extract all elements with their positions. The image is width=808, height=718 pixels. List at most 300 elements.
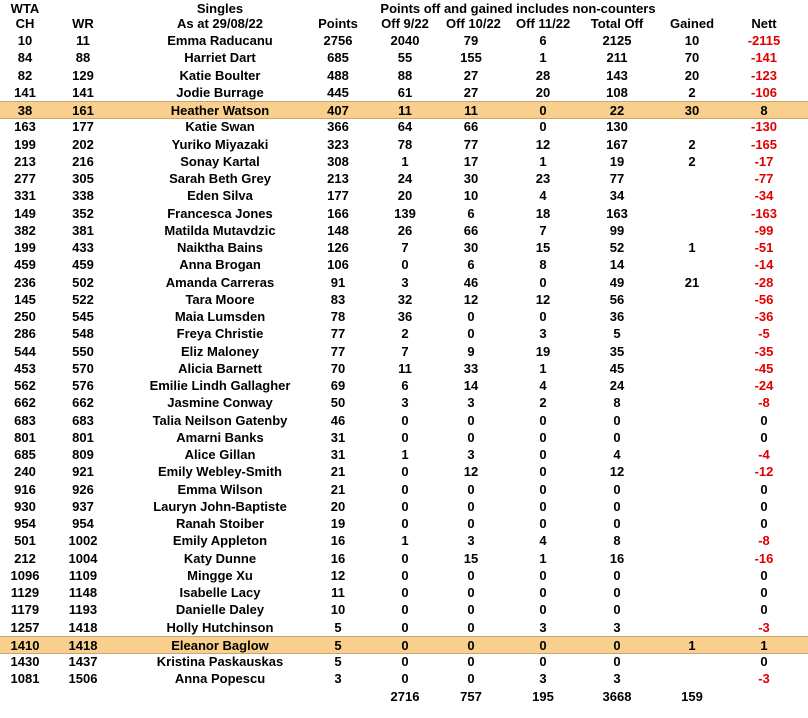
table-row bbox=[0, 670, 808, 687]
player-off-9: 0 bbox=[401, 413, 409, 428]
player-off-9: 1 bbox=[401, 447, 409, 462]
table-row bbox=[0, 308, 808, 325]
table-row bbox=[0, 118, 808, 135]
player-ch: 212 bbox=[14, 551, 36, 566]
player-points: 12 bbox=[330, 568, 346, 583]
player-wr: 1004 bbox=[68, 551, 98, 566]
player-off-11: 0 bbox=[539, 309, 547, 324]
player-gained bbox=[664, 325, 720, 342]
player-gained bbox=[664, 291, 720, 308]
player-wr: 809 bbox=[72, 447, 94, 462]
player-points: 308 bbox=[327, 154, 349, 169]
player-points: 21 bbox=[330, 464, 346, 479]
table-row bbox=[0, 360, 808, 377]
table-row bbox=[0, 653, 808, 670]
player-off-9: 24 bbox=[397, 171, 413, 186]
player-points: 126 bbox=[327, 240, 349, 255]
player-total-off: 8 bbox=[613, 533, 621, 548]
player-gained: 1 bbox=[688, 638, 696, 653]
player-ch: 453 bbox=[14, 361, 36, 376]
player-gained bbox=[664, 601, 720, 618]
player-name: Tara Moore bbox=[185, 292, 255, 307]
player-total-off: 3 bbox=[613, 620, 621, 635]
player-off-11: 20 bbox=[535, 85, 551, 100]
player-ch: 236 bbox=[14, 275, 36, 290]
header-gained: Gained bbox=[669, 16, 715, 31]
player-gained bbox=[664, 308, 720, 325]
player-points: 77 bbox=[330, 326, 346, 341]
player-off-10: 3 bbox=[467, 395, 475, 410]
totals-row bbox=[0, 688, 808, 705]
total-off-11: 195 bbox=[532, 689, 554, 704]
player-nett: -141 bbox=[750, 50, 778, 65]
player-points: 20 bbox=[330, 499, 346, 514]
player-ch: 683 bbox=[14, 413, 36, 428]
player-wr: 921 bbox=[72, 464, 94, 479]
player-off-9: 11 bbox=[398, 361, 412, 376]
player-total-off: 56 bbox=[609, 292, 625, 307]
player-gained bbox=[664, 498, 720, 515]
player-total-off: 108 bbox=[606, 85, 628, 100]
player-name: Kristina Paskauskas bbox=[156, 654, 284, 669]
player-nett: -12 bbox=[754, 464, 774, 479]
player-off-9: 0 bbox=[401, 499, 409, 514]
player-gained bbox=[664, 653, 720, 670]
player-off-9: 0 bbox=[401, 551, 409, 566]
table-row bbox=[0, 515, 808, 532]
player-off-9: 0 bbox=[401, 430, 409, 445]
header-off-10: Off 10/22 bbox=[446, 16, 501, 31]
player-gained bbox=[664, 412, 720, 429]
table-row bbox=[0, 636, 808, 654]
player-gained bbox=[664, 205, 720, 222]
player-nett: 8 bbox=[760, 103, 768, 118]
player-wr: 522 bbox=[72, 292, 94, 307]
player-off-10: 12 bbox=[463, 292, 479, 307]
player-nett: -77 bbox=[754, 171, 774, 186]
player-name: Jasmine Conway bbox=[167, 395, 273, 410]
player-total-off: 45 bbox=[609, 361, 625, 376]
player-off-9: 0 bbox=[401, 482, 409, 497]
player-ch: 1081 bbox=[10, 671, 40, 686]
player-nett: -24 bbox=[754, 378, 774, 393]
player-gained: 10 bbox=[684, 33, 700, 48]
table-row bbox=[0, 187, 808, 204]
player-off-10: 66 bbox=[463, 223, 479, 238]
player-total-off: 24 bbox=[609, 378, 625, 393]
player-off-11: 3 bbox=[539, 326, 547, 341]
player-off-11: 0 bbox=[539, 447, 547, 462]
player-nett: -2115 bbox=[747, 33, 781, 48]
header-as-at: As at 29/08/22 bbox=[176, 16, 263, 31]
player-off-11: 1 bbox=[539, 154, 547, 169]
player-points: 19 bbox=[330, 516, 346, 531]
player-nett: 0 bbox=[760, 568, 768, 583]
player-points: 78 bbox=[330, 309, 346, 324]
player-ch: 1129 bbox=[10, 585, 40, 600]
player-off-10: 155 bbox=[460, 50, 482, 65]
player-points: 16 bbox=[330, 551, 346, 566]
player-total-off: 35 bbox=[609, 344, 625, 359]
player-gained bbox=[664, 394, 720, 411]
player-wr: 576 bbox=[72, 378, 94, 393]
player-wr: 141 bbox=[72, 85, 94, 100]
header-off-9: Off 9/22 bbox=[381, 16, 429, 31]
player-points: 77 bbox=[330, 344, 346, 359]
player-name: Eden Silva bbox=[187, 188, 253, 203]
player-off-11: 0 bbox=[539, 464, 547, 479]
player-name: Anna Brogan bbox=[179, 257, 261, 272]
header-wta: WTA bbox=[10, 1, 40, 16]
player-total-off: 19 bbox=[609, 154, 625, 169]
player-name: Eleanor Baglow bbox=[171, 638, 269, 653]
player-gained bbox=[664, 567, 720, 584]
player-nett: -35 bbox=[754, 344, 774, 359]
player-total-off: 167 bbox=[606, 137, 628, 152]
player-off-10: 14 bbox=[463, 378, 479, 393]
table-row bbox=[0, 463, 808, 480]
table-row bbox=[0, 153, 808, 170]
player-ch: 277 bbox=[14, 171, 36, 186]
player-points: 31 bbox=[330, 447, 346, 462]
table-row bbox=[0, 481, 808, 498]
player-name: Talia Neilson Gatenby bbox=[152, 413, 288, 428]
player-points: 685 bbox=[327, 50, 349, 65]
player-off-9: 2040 bbox=[390, 33, 420, 48]
player-points: 5 bbox=[334, 638, 342, 653]
player-off-9: 26 bbox=[397, 223, 413, 238]
player-name: Ranah Stoiber bbox=[175, 516, 265, 531]
player-total-off: 0 bbox=[613, 585, 621, 600]
player-gained bbox=[664, 463, 720, 480]
player-off-11: 4 bbox=[539, 533, 547, 548]
player-name: Heather Watson bbox=[170, 103, 270, 118]
player-off-9: 0 bbox=[401, 585, 409, 600]
player-total-off: 77 bbox=[609, 171, 625, 186]
player-name: Yuriko Miyazaki bbox=[171, 137, 269, 152]
player-total-off: 0 bbox=[613, 568, 621, 583]
player-total-off: 22 bbox=[609, 103, 625, 118]
player-wr: 177 bbox=[72, 119, 94, 134]
player-total-off: 211 bbox=[606, 50, 628, 65]
player-off-10: 0 bbox=[467, 568, 475, 583]
player-ch: 916 bbox=[14, 482, 36, 497]
player-points: 69 bbox=[330, 378, 346, 393]
player-nett: 0 bbox=[760, 499, 768, 514]
player-off-10: 6 bbox=[467, 257, 475, 272]
player-total-off: 36 bbox=[609, 309, 625, 324]
player-wr: 1148 bbox=[68, 585, 98, 600]
player-off-11: 1 bbox=[539, 50, 547, 65]
player-ch: 685 bbox=[14, 447, 36, 462]
player-off-9: 0 bbox=[401, 602, 409, 617]
player-name: Francesca Jones bbox=[167, 206, 273, 221]
player-ch: 501 bbox=[14, 533, 36, 548]
player-wr: 129 bbox=[72, 68, 94, 83]
player-points: 83 bbox=[330, 292, 346, 307]
player-off-10: 15 bbox=[463, 551, 479, 566]
player-name: Maia Lumsden bbox=[174, 309, 266, 324]
player-off-10: 79 bbox=[463, 33, 479, 48]
player-nett: -5 bbox=[758, 326, 770, 341]
player-points: 5 bbox=[334, 620, 342, 635]
player-nett: -99 bbox=[754, 223, 774, 238]
table-row bbox=[0, 429, 808, 446]
player-off-10: 11 bbox=[464, 103, 478, 118]
player-ch: 954 bbox=[14, 516, 36, 531]
player-off-10: 27 bbox=[463, 68, 479, 83]
table-row bbox=[0, 84, 808, 101]
player-name: Katy Dunne bbox=[183, 551, 257, 566]
player-points: 323 bbox=[327, 137, 349, 152]
player-points: 5 bbox=[334, 654, 342, 669]
player-nett: -123 bbox=[750, 68, 778, 83]
player-wr: 338 bbox=[72, 188, 94, 203]
player-off-10: 66 bbox=[463, 119, 479, 134]
player-gained bbox=[664, 187, 720, 204]
player-off-9: 3 bbox=[401, 275, 409, 290]
player-ch: 1410 bbox=[10, 638, 40, 653]
table-row bbox=[0, 325, 808, 342]
player-ch: 82 bbox=[17, 68, 33, 83]
player-gained: 21 bbox=[684, 275, 700, 290]
player-points: 2756 bbox=[323, 33, 353, 48]
player-total-off: 0 bbox=[613, 516, 621, 531]
player-nett: 0 bbox=[760, 430, 768, 445]
player-name: Amanda Carreras bbox=[165, 275, 275, 290]
player-gained bbox=[664, 619, 720, 636]
player-ch: 38 bbox=[17, 103, 33, 118]
player-off-11: 4 bbox=[539, 188, 547, 203]
table-row bbox=[0, 584, 808, 601]
table-row bbox=[0, 274, 808, 291]
player-off-9: 0 bbox=[401, 654, 409, 669]
player-ch: 250 bbox=[14, 309, 36, 324]
player-name: Katie Boulter bbox=[179, 68, 261, 83]
player-points: 148 bbox=[327, 223, 349, 238]
player-ch: 382 bbox=[14, 223, 36, 238]
player-off-11: 23 bbox=[535, 171, 551, 186]
table-row bbox=[0, 239, 808, 256]
player-wr: 1506 bbox=[68, 671, 98, 686]
player-gained bbox=[664, 222, 720, 239]
player-wr: 550 bbox=[72, 344, 94, 359]
player-off-10: 0 bbox=[467, 620, 475, 635]
player-wr: 502 bbox=[72, 275, 94, 290]
player-ch: 141 bbox=[14, 85, 36, 100]
player-points: 50 bbox=[330, 395, 346, 410]
player-wr: 1109 bbox=[68, 568, 98, 583]
table-row bbox=[0, 446, 808, 463]
player-total-off: 163 bbox=[606, 206, 628, 221]
player-gained bbox=[664, 481, 720, 498]
player-total-off: 143 bbox=[606, 68, 628, 83]
player-points: 70 bbox=[330, 361, 346, 376]
player-off-10: 0 bbox=[467, 413, 475, 428]
player-gained bbox=[664, 515, 720, 532]
header-off-11: Off 11/22 bbox=[516, 16, 571, 31]
player-nett: -106 bbox=[750, 85, 778, 100]
player-points: 106 bbox=[327, 257, 349, 272]
player-wr: 1418 bbox=[68, 638, 98, 653]
player-wr: 11 bbox=[76, 33, 90, 48]
player-name: Emily Webley-Smith bbox=[157, 464, 282, 479]
player-total-off: 8 bbox=[613, 395, 621, 410]
table-row bbox=[0, 343, 808, 360]
table-row bbox=[0, 49, 808, 66]
player-wr: 683 bbox=[72, 413, 94, 428]
player-gained: 20 bbox=[684, 68, 700, 83]
player-ch: 1430 bbox=[10, 654, 40, 669]
header-row-2 bbox=[0, 15, 808, 32]
player-gained bbox=[664, 360, 720, 377]
player-off-9: 61 bbox=[397, 85, 413, 100]
player-off-11: 0 bbox=[539, 430, 547, 445]
player-wr: 801 bbox=[72, 430, 94, 445]
player-wr: 1193 bbox=[68, 602, 98, 617]
player-points: 488 bbox=[327, 68, 349, 83]
table-row bbox=[0, 532, 808, 549]
player-ch: 240 bbox=[14, 464, 36, 479]
player-total-off: 34 bbox=[609, 188, 625, 203]
player-points: 46 bbox=[330, 413, 346, 428]
player-points: 91 bbox=[330, 275, 346, 290]
player-gained bbox=[664, 550, 720, 567]
player-off-9: 2 bbox=[401, 326, 409, 341]
player-total-off: 0 bbox=[613, 499, 621, 514]
player-gained: 2 bbox=[688, 137, 696, 152]
player-wr: 433 bbox=[72, 240, 94, 255]
table-row bbox=[0, 32, 808, 49]
player-nett: -36 bbox=[754, 309, 774, 324]
player-ch: 562 bbox=[14, 378, 36, 393]
player-off-11: 1 bbox=[539, 551, 547, 566]
player-off-11: 12 bbox=[535, 137, 551, 152]
header-note: Points off and gained includes non-counters bbox=[380, 1, 656, 16]
player-off-11: 0 bbox=[539, 499, 547, 514]
player-nett: 0 bbox=[760, 482, 768, 497]
player-gained bbox=[664, 343, 720, 360]
player-off-11: 0 bbox=[539, 585, 547, 600]
player-off-11: 12 bbox=[535, 292, 551, 307]
player-off-11: 15 bbox=[535, 240, 551, 255]
player-off-11: 7 bbox=[539, 223, 547, 238]
player-points: 213 bbox=[327, 171, 349, 186]
player-off-10: 77 bbox=[463, 137, 479, 152]
player-nett: 0 bbox=[760, 602, 768, 617]
player-off-10: 0 bbox=[467, 326, 475, 341]
player-name: Holly Hutchinson bbox=[166, 620, 274, 635]
player-ch: 10 bbox=[17, 33, 33, 48]
player-off-9: 55 bbox=[397, 50, 413, 65]
player-ch: 459 bbox=[14, 257, 36, 272]
player-off-10: 33 bbox=[463, 361, 479, 376]
player-name: Mingge Xu bbox=[187, 568, 253, 583]
total-off-10: 757 bbox=[460, 689, 482, 704]
player-ch: 1096 bbox=[10, 568, 40, 583]
player-name: Isabelle Lacy bbox=[179, 585, 261, 600]
player-ch: 84 bbox=[17, 50, 33, 65]
player-nett: 0 bbox=[760, 516, 768, 531]
player-off-10: 0 bbox=[467, 671, 475, 686]
player-off-10: 0 bbox=[467, 499, 475, 514]
player-total-off: 3 bbox=[613, 671, 621, 686]
player-off-10: 0 bbox=[467, 309, 475, 324]
player-off-11: 0 bbox=[539, 413, 547, 428]
header-total-off: Total Off bbox=[590, 16, 644, 31]
player-nett: -4 bbox=[758, 447, 770, 462]
player-points: 407 bbox=[327, 103, 349, 118]
player-total-off: 4 bbox=[613, 447, 621, 462]
player-off-10: 27 bbox=[463, 85, 479, 100]
player-ch: 149 bbox=[14, 206, 36, 221]
player-off-10: 30 bbox=[463, 240, 479, 255]
player-off-9: 3 bbox=[401, 395, 409, 410]
player-wr: 926 bbox=[72, 482, 94, 497]
player-off-11: 0 bbox=[539, 516, 547, 531]
player-gained bbox=[664, 118, 720, 135]
table-row bbox=[0, 205, 808, 222]
player-off-9: 0 bbox=[401, 464, 409, 479]
player-wr: 202 bbox=[72, 137, 94, 152]
player-off-9: 11 bbox=[398, 103, 412, 118]
player-off-10: 0 bbox=[467, 516, 475, 531]
player-wr: 570 bbox=[72, 361, 94, 376]
player-ch: 199 bbox=[14, 240, 36, 255]
player-name: Harriet Dart bbox=[184, 50, 256, 65]
player-nett: -163 bbox=[750, 206, 778, 221]
player-points: 21 bbox=[330, 482, 346, 497]
header-ch: CH bbox=[15, 16, 35, 31]
player-ch: 662 bbox=[14, 395, 36, 410]
player-total-off: 49 bbox=[609, 275, 625, 290]
player-wr: 88 bbox=[75, 50, 91, 65]
player-points: 31 bbox=[330, 430, 346, 445]
player-gained bbox=[664, 532, 720, 549]
player-nett: -165 bbox=[750, 137, 778, 152]
player-wr: 1418 bbox=[68, 620, 98, 635]
player-points: 3 bbox=[334, 671, 342, 686]
player-off-11: 0 bbox=[539, 602, 547, 617]
player-off-9: 1 bbox=[401, 533, 409, 548]
player-ch: 801 bbox=[14, 430, 36, 445]
player-gained: 1 bbox=[688, 240, 696, 255]
table-row bbox=[0, 101, 808, 119]
player-total-off: 12 bbox=[609, 464, 625, 479]
player-off-9: 0 bbox=[401, 638, 409, 653]
player-off-9: 139 bbox=[394, 206, 416, 221]
player-points: 16 bbox=[330, 533, 346, 548]
player-gained: 2 bbox=[688, 85, 696, 100]
player-name: Eliz Maloney bbox=[180, 344, 260, 359]
player-off-11: 19 bbox=[535, 344, 551, 359]
player-off-11: 28 bbox=[535, 68, 551, 83]
player-wr: 161 bbox=[72, 103, 94, 118]
header-nett: Nett bbox=[751, 16, 777, 31]
player-off-10: 46 bbox=[463, 275, 479, 290]
player-off-10: 0 bbox=[467, 638, 475, 653]
player-off-9: 1 bbox=[401, 154, 409, 169]
player-ch: 286 bbox=[14, 326, 36, 341]
player-nett: 0 bbox=[760, 413, 768, 428]
player-gained bbox=[664, 170, 720, 187]
player-off-11: 8 bbox=[539, 257, 547, 272]
player-nett: -3 bbox=[758, 671, 770, 686]
player-nett: 0 bbox=[760, 654, 768, 669]
player-points: 445 bbox=[327, 85, 349, 100]
player-gained bbox=[664, 377, 720, 394]
player-off-9: 64 bbox=[397, 119, 413, 134]
